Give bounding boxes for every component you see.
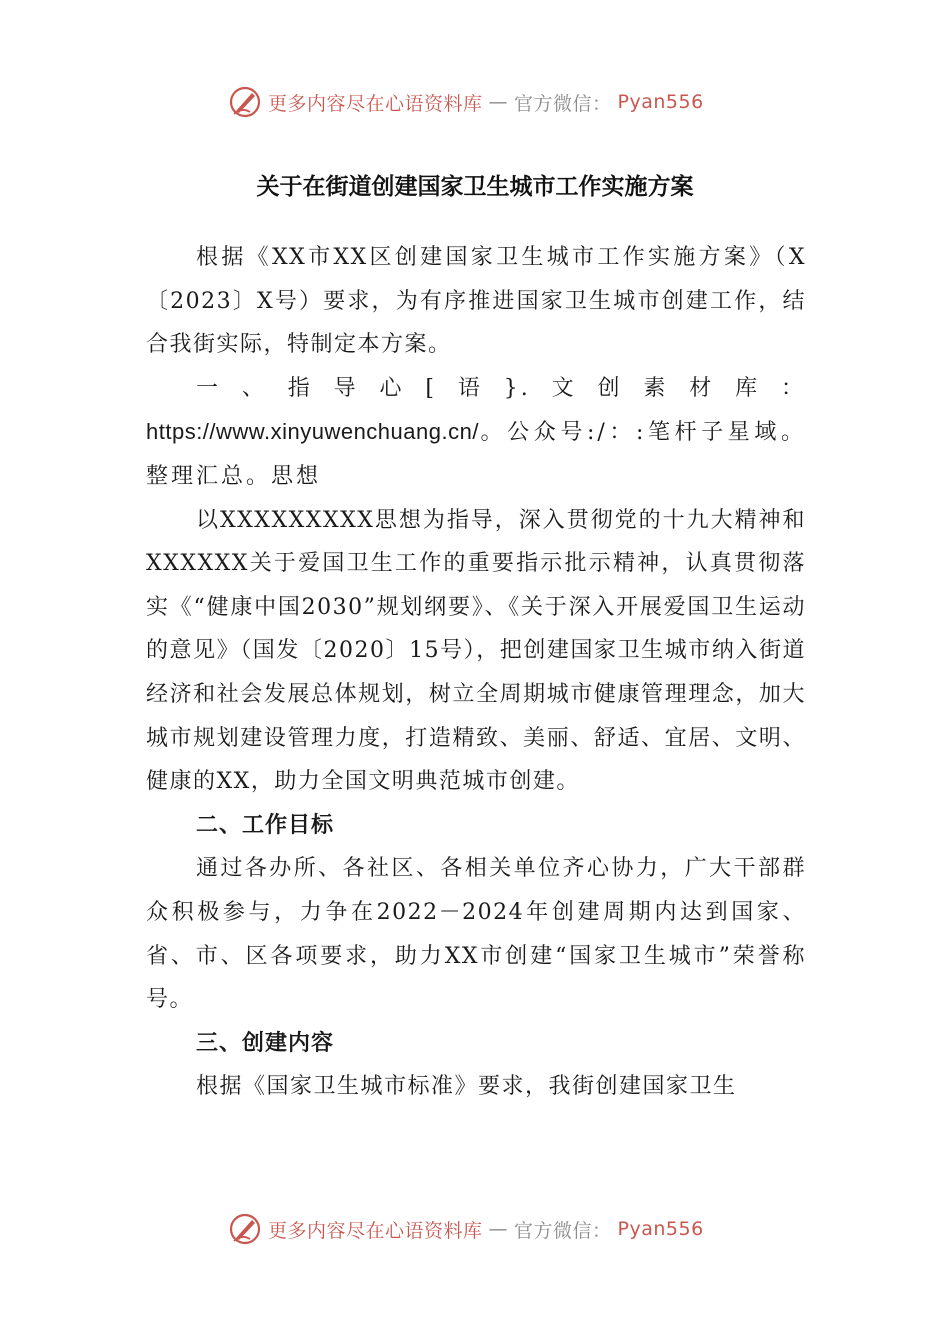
watermark-contact: 官方微信： <box>514 1219 612 1242</box>
section2-heading: 二、工作目标 <box>196 812 335 838</box>
watermark-handle: Pyan556 <box>617 91 704 113</box>
section1-body: 以XXXXXXXXX思想为指导，深入贯彻党的十九大精神和XXXXXX关于爱国卫生工作的重要指示批示精神，认真贯彻落实《“健康中国2030”规划纲要》、《关于深入开展爱国卫生运动的意见》（国发〔2020〕15号），把创建国家卫生城市纳入街道经济和社会发展总体规划，树立全周期城市健康管理理念，加大城市规划建设管理力度，打造精致、美丽、舒适、宜居、文明、健康的XX，助力全国文明典范城市创建。 <box>146 507 806 795</box>
pen-logo-icon <box>228 85 262 119</box>
watermark-text: 更多内容尽在心语资料库 <box>268 92 483 115</box>
watermark-contact: 官方微信： <box>514 92 612 115</box>
section3-heading: 三、创建内容 <box>196 1030 335 1056</box>
watermark-handle: Pyan556 <box>617 1218 704 1240</box>
pen-logo-icon <box>228 1212 262 1246</box>
watermark-dash: — <box>488 1218 509 1240</box>
intro-paragraph: 根据《XX市XX区创建国家卫生城市工作实施方案》（X〔2023〕X号）要求，为有序推进国家卫生城市创建工作，结合我街实际，特制定本方案。 <box>146 245 806 358</box>
document-body <box>146 236 806 1109</box>
document-title: 关于在街道创建国家卫生城市工作实施方案 <box>256 174 694 200</box>
footer-watermark <box>228 1209 704 1249</box>
section1-line-b: 。公众号:/：:笔杆子星域。整理汇总。思想 <box>146 420 806 489</box>
section3-body: 根据《国家卫生城市标准》要求，我街创建国家卫生 <box>196 1074 737 1100</box>
section2-body: 通过各办所、各社区、各相关单位齐心协力，广大干部群众积极参与，力争在2022－2024年创建周期内达到国家、省、市、区各项要求，助力XX市创建“国家卫生城市”荣誉称号。 <box>146 856 806 1013</box>
section1-url-link[interactable]: https://www.xinyuwenchuang.cn/ <box>146 419 479 445</box>
section1-line-a: 一、指导心[语}.文创素材库： <box>196 375 806 401</box>
watermark-text: 更多内容尽在心语资料库 <box>268 1219 483 1242</box>
watermark-dash: — <box>488 91 509 113</box>
header-watermark <box>228 82 704 122</box>
section1-heading-paragraph <box>146 367 806 499</box>
